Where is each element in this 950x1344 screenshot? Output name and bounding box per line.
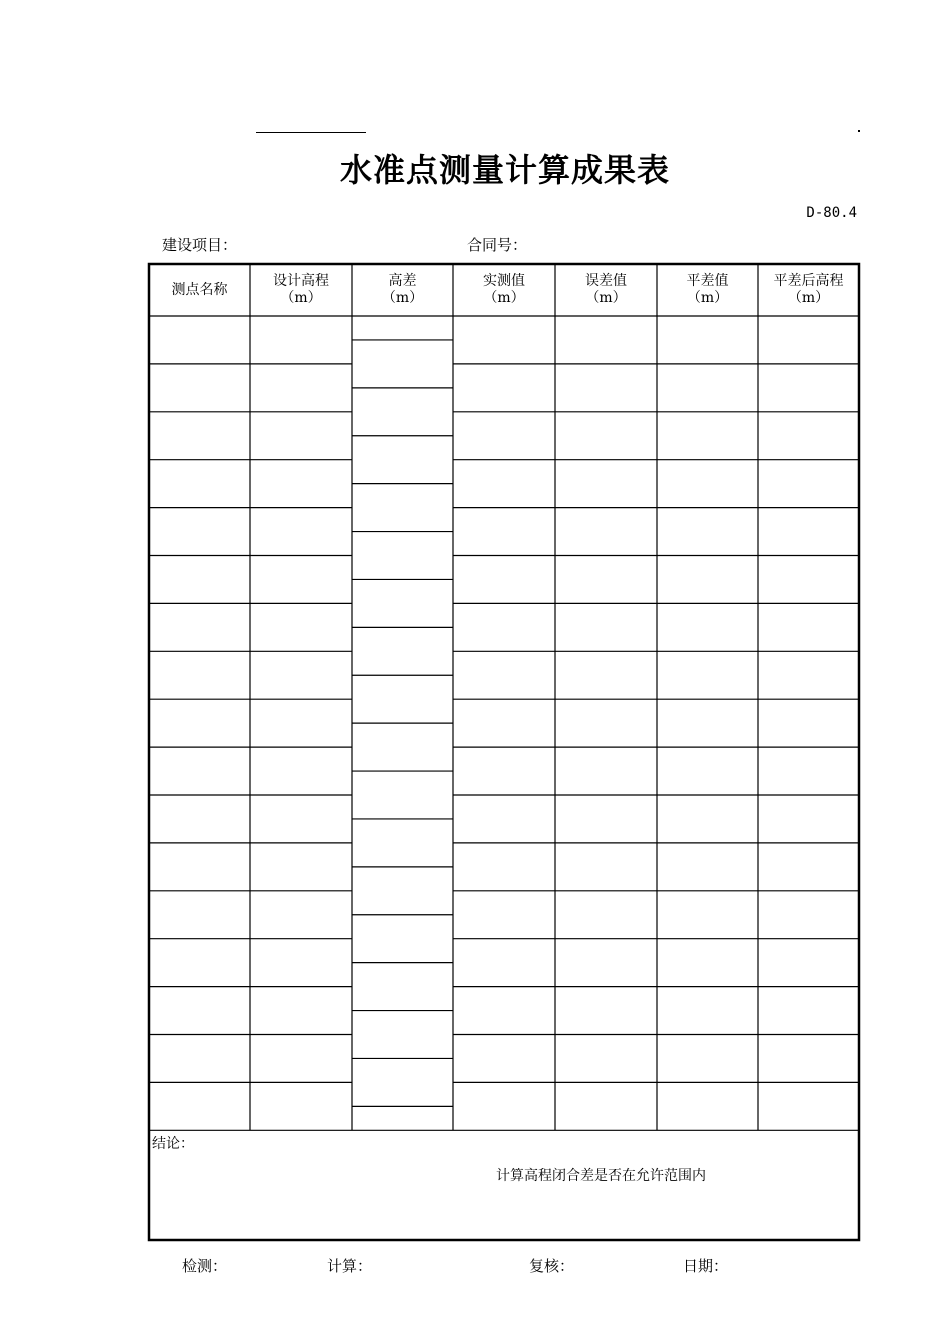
review-label: 复核： (529, 1257, 575, 1275)
header-name: 设计高程 (273, 273, 329, 289)
header-cell (352, 264, 453, 316)
header-name: 误差值 (585, 273, 627, 289)
header-name: 实测值 (483, 273, 525, 289)
form-code: D-80.4 (806, 205, 857, 221)
table-border (149, 264, 859, 1240)
header-cell (657, 264, 758, 316)
header-unit: （m） (585, 290, 627, 306)
header-name: 高差 (388, 273, 417, 289)
header-cell (758, 264, 859, 316)
header-unit: （m） (787, 290, 830, 306)
header-name: 测点名称 (171, 281, 228, 298)
header-cell (555, 264, 657, 316)
calculate-label: 计算： (327, 1257, 373, 1275)
conclusion-label: 结论： (152, 1136, 194, 1152)
header-name: 平差后高程 (773, 273, 844, 289)
date-label: 日期： (683, 1257, 729, 1275)
conclusion-text: 计算高程闭合差是否在允许范围内 (496, 1168, 706, 1184)
header-cell (453, 264, 555, 316)
page-title: 水准点测量计算成果表 (339, 151, 670, 189)
header-unit: （m） (483, 290, 525, 306)
header-unit: （m） (381, 290, 424, 306)
header-cell (250, 264, 352, 316)
inspect-label: 检测： (182, 1257, 228, 1275)
header-name: 平差值 (686, 273, 729, 289)
contract-label: 合同号： (467, 236, 528, 254)
header-unit: （m） (280, 290, 322, 306)
header-unit: （m） (686, 290, 729, 306)
header-cell (149, 264, 250, 316)
project-label: 建设项目： (162, 236, 238, 254)
